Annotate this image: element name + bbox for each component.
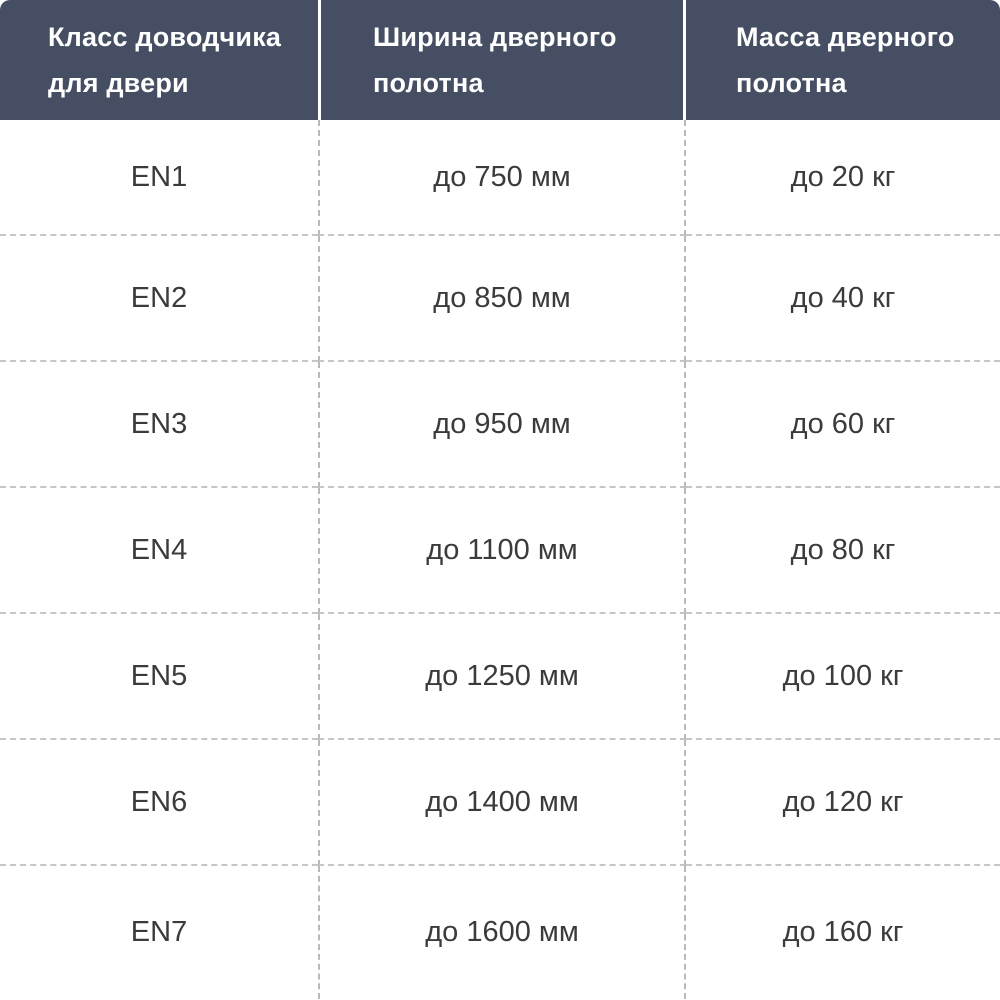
header-cell-door-mass: Масса дверного полотна: [686, 0, 1000, 120]
cell-closer-class: EN2: [0, 236, 318, 362]
table-row-en3: [0, 362, 1000, 488]
cell-door-width: до 1400 мм: [318, 740, 686, 866]
cell-door-mass: до 40 кг: [686, 236, 1000, 362]
cell-closer-class: EN4: [0, 488, 318, 614]
cell-door-mass: до 160 кг: [782, 916, 904, 948]
cell-door-width: до 1600 мм: [318, 866, 686, 999]
cell-door-width: до 750 мм: [318, 120, 686, 236]
cell-door-mass: до 60 кг: [686, 362, 1000, 488]
table-row-en6: [0, 740, 1000, 866]
table-row-en2: [0, 236, 1000, 362]
header-cell-closer-class: Класс доводчика для двери: [0, 0, 318, 120]
cell-door-mass: до 20 кг: [686, 120, 1000, 236]
table-row-en1: [0, 120, 1000, 236]
header-cell-door-width: Ширина дверного полотна: [318, 0, 686, 120]
cell-door-width: до 1100 мм: [318, 488, 686, 614]
cell-door-mass: до 120 кг: [686, 740, 1000, 866]
cell-closer-class: EN5: [0, 614, 318, 740]
cell-door-mass: до 100 кг: [686, 614, 1000, 740]
cell-door-width: до 950 мм: [318, 362, 686, 488]
cell-door-width: до 1250 мм: [318, 614, 686, 740]
cell-closer-class: EN6: [0, 740, 318, 866]
table-row-en5: [0, 614, 1000, 740]
cell-closer-class: EN7: [130, 916, 188, 948]
cell-door-mass: до 80 кг: [686, 488, 1000, 614]
cell-closer-class: EN3: [0, 362, 318, 488]
table-row-en4: [0, 488, 1000, 614]
cell-door-width: до 850 мм: [318, 236, 686, 362]
table-row-en7: [0, 866, 1000, 999]
table-header-row: [0, 0, 1000, 120]
cell-closer-class: EN1: [0, 120, 318, 236]
